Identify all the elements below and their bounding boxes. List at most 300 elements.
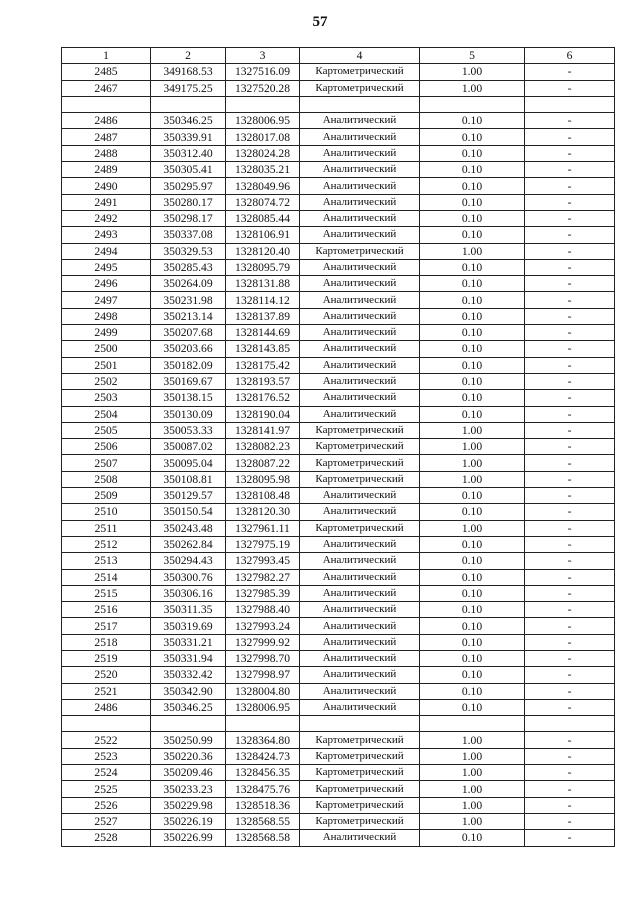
table-row <box>62 406 615 422</box>
y-coordinate-cell: 1328144.69 <box>226 325 300 341</box>
method-cell: Аналитический <box>300 194 420 210</box>
point-number-cell: 2487 <box>62 129 151 145</box>
y-coordinate-cell: 1328114.12 <box>226 292 300 308</box>
accuracy-cell: 0.10 <box>420 162 525 178</box>
accuracy-cell: 0.10 <box>420 210 525 226</box>
method-cell: Картометрический <box>300 471 420 487</box>
method-cell: Аналитический <box>300 699 420 715</box>
method-cell: Картометрический <box>300 422 420 438</box>
accuracy-cell: 0.10 <box>420 683 525 699</box>
x-coordinate-cell: 350138.15 <box>151 390 226 406</box>
x-coordinate-cell: 350331.21 <box>151 634 226 650</box>
method-cell: Аналитический <box>300 390 420 406</box>
table-row <box>62 520 615 536</box>
accuracy-cell: 0.10 <box>420 227 525 243</box>
accuracy-cell: 0.10 <box>420 341 525 357</box>
x-coordinate-cell: 350298.17 <box>151 210 226 226</box>
x-coordinate-cell <box>151 716 226 732</box>
table-row <box>62 650 615 666</box>
table-header-row <box>62 48 615 64</box>
method-cell: Картометрический <box>300 732 420 748</box>
note-cell: - <box>525 602 615 618</box>
x-coordinate-cell: 350169.67 <box>151 373 226 389</box>
note-cell: - <box>525 373 615 389</box>
y-coordinate-cell: 1328131.88 <box>226 276 300 292</box>
point-number-cell: 2527 <box>62 813 151 829</box>
column-header: 2 <box>151 48 226 64</box>
point-number-cell: 2504 <box>62 406 151 422</box>
accuracy-cell: 0.10 <box>420 357 525 373</box>
y-coordinate-cell: 1328424.73 <box>226 748 300 764</box>
table-row <box>62 536 615 552</box>
note-cell: - <box>525 406 615 422</box>
x-coordinate-cell: 350311.35 <box>151 602 226 618</box>
table-row <box>62 178 615 194</box>
table-row <box>62 194 615 210</box>
point-number-cell: 2520 <box>62 667 151 683</box>
y-coordinate-cell: 1327998.70 <box>226 650 300 666</box>
table-row <box>62 292 615 308</box>
point-number-cell: 2508 <box>62 471 151 487</box>
y-coordinate-cell: 1328106.91 <box>226 227 300 243</box>
method-cell: Аналитический <box>300 162 420 178</box>
y-coordinate-cell: 1328120.30 <box>226 504 300 520</box>
table-row <box>62 243 615 259</box>
x-coordinate-cell: 350285.43 <box>151 259 226 275</box>
accuracy-cell: 0.10 <box>420 634 525 650</box>
note-cell: - <box>525 341 615 357</box>
method-cell: Картометрический <box>300 813 420 829</box>
accuracy-cell: 1.00 <box>420 732 525 748</box>
accuracy-cell: 0.10 <box>420 830 525 846</box>
table-row <box>62 732 615 748</box>
accuracy-cell: 0.10 <box>420 113 525 129</box>
column-header: 1 <box>62 48 151 64</box>
accuracy-cell: 0.10 <box>420 618 525 634</box>
y-coordinate-cell: 1328006.95 <box>226 113 300 129</box>
note-cell: - <box>525 732 615 748</box>
point-number-cell: 2494 <box>62 243 151 259</box>
y-coordinate-cell: 1328006.95 <box>226 699 300 715</box>
note-cell: - <box>525 243 615 259</box>
y-coordinate-cell: 1328568.55 <box>226 813 300 829</box>
y-coordinate-cell: 1328017.08 <box>226 129 300 145</box>
table-row <box>62 667 615 683</box>
x-coordinate-cell: 350213.14 <box>151 308 226 324</box>
y-coordinate-cell: 1328049.96 <box>226 178 300 194</box>
point-number-cell: 2503 <box>62 390 151 406</box>
table-row <box>62 357 615 373</box>
x-coordinate-cell: 350129.57 <box>151 488 226 504</box>
y-coordinate-cell: 1328004.80 <box>226 683 300 699</box>
y-coordinate-cell: 1327993.45 <box>226 553 300 569</box>
note-cell: - <box>525 194 615 210</box>
note-cell: - <box>525 129 615 145</box>
method-cell: Аналитический <box>300 210 420 226</box>
y-coordinate-cell: 1327961.11 <box>226 520 300 536</box>
accuracy-cell: 0.10 <box>420 602 525 618</box>
x-coordinate-cell: 350209.46 <box>151 765 226 781</box>
table-row <box>62 585 615 601</box>
table-row <box>62 830 615 846</box>
note-cell: - <box>525 145 615 161</box>
point-number-cell: 2488 <box>62 145 151 161</box>
note-cell: - <box>525 210 615 226</box>
note-cell: - <box>525 765 615 781</box>
accuracy-cell: 1.00 <box>420 781 525 797</box>
note-cell: - <box>525 325 615 341</box>
point-number-cell: 2500 <box>62 341 151 357</box>
coordinates-table <box>61 47 615 847</box>
table-row <box>62 439 615 455</box>
method-cell: Картометрический <box>300 781 420 797</box>
method-cell: Аналитический <box>300 488 420 504</box>
method-cell <box>300 96 420 112</box>
x-coordinate-cell: 350250.99 <box>151 732 226 748</box>
y-coordinate-cell: 1327999.92 <box>226 634 300 650</box>
point-number-cell: 2496 <box>62 276 151 292</box>
column-header: 6 <box>525 48 615 64</box>
point-number-cell: 2486 <box>62 699 151 715</box>
point-number-cell: 2491 <box>62 194 151 210</box>
x-coordinate-cell: 350339.91 <box>151 129 226 145</box>
accuracy-cell: 0.10 <box>420 569 525 585</box>
method-cell: Аналитический <box>300 406 420 422</box>
method-cell: Аналитический <box>300 145 420 161</box>
x-coordinate-cell: 350262.84 <box>151 536 226 552</box>
y-coordinate-cell: 1328175.42 <box>226 357 300 373</box>
x-coordinate-cell <box>151 96 226 112</box>
method-cell: Аналитический <box>300 292 420 308</box>
accuracy-cell: 0.10 <box>420 308 525 324</box>
method-cell: Аналитический <box>300 504 420 520</box>
point-number-cell: 2495 <box>62 259 151 275</box>
point-number-cell: 2501 <box>62 357 151 373</box>
method-cell: Аналитический <box>300 227 420 243</box>
accuracy-cell: 1.00 <box>420 471 525 487</box>
table-row <box>62 210 615 226</box>
accuracy-cell: 0.10 <box>420 129 525 145</box>
accuracy-cell: 0.10 <box>420 373 525 389</box>
note-cell: - <box>525 80 615 96</box>
point-number-cell: 2528 <box>62 830 151 846</box>
accuracy-cell: 0.10 <box>420 194 525 210</box>
point-number-cell: 2522 <box>62 732 151 748</box>
x-coordinate-cell: 350346.25 <box>151 699 226 715</box>
x-coordinate-cell: 350306.16 <box>151 585 226 601</box>
accuracy-cell: 0.10 <box>420 504 525 520</box>
accuracy-cell: 0.10 <box>420 178 525 194</box>
note-cell: - <box>525 455 615 471</box>
x-coordinate-cell: 350226.99 <box>151 830 226 846</box>
point-number-cell: 2517 <box>62 618 151 634</box>
method-cell: Аналитический <box>300 830 420 846</box>
note-cell: - <box>525 178 615 194</box>
accuracy-cell: 0.10 <box>420 536 525 552</box>
point-number-cell: 2514 <box>62 569 151 585</box>
point-number-cell: 2512 <box>62 536 151 552</box>
accuracy-cell: 1.00 <box>420 455 525 471</box>
accuracy-cell: 0.10 <box>420 553 525 569</box>
y-coordinate-cell: 1328475.76 <box>226 781 300 797</box>
method-cell: Аналитический <box>300 667 420 683</box>
accuracy-cell: 1.00 <box>420 765 525 781</box>
method-cell: Картометрический <box>300 439 420 455</box>
table-row <box>62 569 615 585</box>
y-coordinate-cell: 1328082.23 <box>226 439 300 455</box>
method-cell: Картометрический <box>300 455 420 471</box>
note-cell: - <box>525 439 615 455</box>
point-number-cell: 2502 <box>62 373 151 389</box>
method-cell: Аналитический <box>300 325 420 341</box>
method-cell: Картометрический <box>300 80 420 96</box>
method-cell: Аналитический <box>300 113 420 129</box>
column-header: 5 <box>420 48 525 64</box>
y-coordinate-cell: 1328141.97 <box>226 422 300 438</box>
accuracy-cell: 0.10 <box>420 276 525 292</box>
table-separator-row <box>62 716 615 732</box>
accuracy-cell: 1.00 <box>420 64 525 80</box>
accuracy-cell: 0.10 <box>420 145 525 161</box>
note-cell: - <box>525 308 615 324</box>
x-coordinate-cell: 349168.53 <box>151 64 226 80</box>
y-coordinate-cell <box>226 716 300 732</box>
method-cell: Аналитический <box>300 634 420 650</box>
table-row <box>62 227 615 243</box>
table-row <box>62 113 615 129</box>
x-coordinate-cell: 350346.25 <box>151 113 226 129</box>
x-coordinate-cell: 350300.76 <box>151 569 226 585</box>
point-number-cell: 2490 <box>62 178 151 194</box>
table-row <box>62 129 615 145</box>
table-row <box>62 390 615 406</box>
y-coordinate-cell: 1328193.57 <box>226 373 300 389</box>
y-coordinate-cell: 1327998.97 <box>226 667 300 683</box>
y-coordinate-cell: 1327975.19 <box>226 536 300 552</box>
x-coordinate-cell: 350203.66 <box>151 341 226 357</box>
y-coordinate-cell: 1328568.58 <box>226 830 300 846</box>
method-cell: Аналитический <box>300 259 420 275</box>
y-coordinate-cell: 1328095.79 <box>226 259 300 275</box>
table-row <box>62 765 615 781</box>
x-coordinate-cell: 350182.09 <box>151 357 226 373</box>
table-row <box>62 276 615 292</box>
accuracy-cell: 0.10 <box>420 585 525 601</box>
table-row <box>62 488 615 504</box>
x-coordinate-cell: 350226.19 <box>151 813 226 829</box>
x-coordinate-cell: 350087.02 <box>151 439 226 455</box>
point-number-cell: 2519 <box>62 650 151 666</box>
method-cell: Аналитический <box>300 308 420 324</box>
method-cell: Аналитический <box>300 178 420 194</box>
x-coordinate-cell: 350229.98 <box>151 797 226 813</box>
y-coordinate-cell: 1328518.36 <box>226 797 300 813</box>
y-coordinate-cell: 1328074.72 <box>226 194 300 210</box>
point-number-cell: 2489 <box>62 162 151 178</box>
y-coordinate-cell: 1328095.98 <box>226 471 300 487</box>
table-row <box>62 683 615 699</box>
note-cell: - <box>525 553 615 569</box>
point-number-cell: 2485 <box>62 64 151 80</box>
y-coordinate-cell: 1328143.85 <box>226 341 300 357</box>
point-number-cell: 2493 <box>62 227 151 243</box>
x-coordinate-cell: 350337.08 <box>151 227 226 243</box>
point-number-cell: 2513 <box>62 553 151 569</box>
x-coordinate-cell: 350294.43 <box>151 553 226 569</box>
table-row <box>62 80 615 96</box>
accuracy-cell: 0.10 <box>420 667 525 683</box>
method-cell: Аналитический <box>300 585 420 601</box>
x-coordinate-cell: 350264.09 <box>151 276 226 292</box>
x-coordinate-cell: 350312.40 <box>151 145 226 161</box>
table-row <box>62 259 615 275</box>
accuracy-cell: 1.00 <box>420 797 525 813</box>
accuracy-cell: 0.10 <box>420 390 525 406</box>
method-cell: Аналитический <box>300 602 420 618</box>
table-row <box>62 162 615 178</box>
method-cell: Аналитический <box>300 569 420 585</box>
point-number-cell: 2511 <box>62 520 151 536</box>
y-coordinate-cell: 1328108.48 <box>226 488 300 504</box>
note-cell: - <box>525 667 615 683</box>
method-cell: Аналитический <box>300 357 420 373</box>
point-number-cell: 2515 <box>62 585 151 601</box>
point-number-cell <box>62 716 151 732</box>
point-number-cell: 2525 <box>62 781 151 797</box>
y-coordinate-cell: 1328190.04 <box>226 406 300 422</box>
note-cell <box>525 96 615 112</box>
x-coordinate-cell: 350319.69 <box>151 618 226 634</box>
point-number-cell: 2509 <box>62 488 151 504</box>
note-cell: - <box>525 699 615 715</box>
accuracy-cell: 0.10 <box>420 699 525 715</box>
note-cell <box>525 716 615 732</box>
y-coordinate-cell: 1328120.40 <box>226 243 300 259</box>
method-cell: Аналитический <box>300 618 420 634</box>
accuracy-cell: 0.10 <box>420 406 525 422</box>
point-number-cell <box>62 96 151 112</box>
point-number-cell: 2507 <box>62 455 151 471</box>
note-cell: - <box>525 64 615 80</box>
table-row <box>62 553 615 569</box>
method-cell: Аналитический <box>300 276 420 292</box>
x-coordinate-cell: 350332.42 <box>151 667 226 683</box>
accuracy-cell: 1.00 <box>420 439 525 455</box>
x-coordinate-cell: 350329.53 <box>151 243 226 259</box>
x-coordinate-cell: 350305.41 <box>151 162 226 178</box>
note-cell: - <box>525 781 615 797</box>
method-cell: Картометрический <box>300 64 420 80</box>
table-row <box>62 145 615 161</box>
method-cell: Картометрический <box>300 520 420 536</box>
y-coordinate-cell: 1328087.22 <box>226 455 300 471</box>
accuracy-cell: 1.00 <box>420 422 525 438</box>
note-cell: - <box>525 488 615 504</box>
point-number-cell: 2518 <box>62 634 151 650</box>
point-number-cell: 2467 <box>62 80 151 96</box>
note-cell: - <box>525 830 615 846</box>
table-row <box>62 781 615 797</box>
point-number-cell: 2526 <box>62 797 151 813</box>
note-cell: - <box>525 536 615 552</box>
point-number-cell: 2523 <box>62 748 151 764</box>
accuracy-cell <box>420 716 525 732</box>
method-cell: Аналитический <box>300 683 420 699</box>
x-coordinate-cell: 350150.54 <box>151 504 226 520</box>
x-coordinate-cell: 350207.68 <box>151 325 226 341</box>
y-coordinate-cell: 1328137.89 <box>226 308 300 324</box>
table-body <box>62 48 615 847</box>
accuracy-cell: 1.00 <box>420 80 525 96</box>
note-cell: - <box>525 390 615 406</box>
table-row <box>62 308 615 324</box>
note-cell: - <box>525 504 615 520</box>
table-row <box>62 341 615 357</box>
note-cell: - <box>525 520 615 536</box>
table-row <box>62 373 615 389</box>
x-coordinate-cell: 350130.09 <box>151 406 226 422</box>
y-coordinate-cell: 1328456.35 <box>226 765 300 781</box>
table-row <box>62 422 615 438</box>
table-row <box>62 813 615 829</box>
table-row <box>62 748 615 764</box>
accuracy-cell: 0.10 <box>420 292 525 308</box>
note-cell: - <box>525 634 615 650</box>
y-coordinate-cell: 1328085.44 <box>226 210 300 226</box>
column-header: 3 <box>226 48 300 64</box>
y-coordinate-cell: 1328364.80 <box>226 732 300 748</box>
note-cell: - <box>525 569 615 585</box>
column-header: 4 <box>300 48 420 64</box>
note-cell: - <box>525 113 615 129</box>
method-cell: Аналитический <box>300 341 420 357</box>
x-coordinate-cell: 350295.97 <box>151 178 226 194</box>
note-cell: - <box>525 227 615 243</box>
method-cell: Аналитический <box>300 553 420 569</box>
point-number-cell: 2486 <box>62 113 151 129</box>
point-number-cell: 2506 <box>62 439 151 455</box>
note-cell: - <box>525 618 615 634</box>
method-cell <box>300 716 420 732</box>
table-row <box>62 602 615 618</box>
x-coordinate-cell: 350108.81 <box>151 471 226 487</box>
table-separator-row <box>62 96 615 112</box>
table-row <box>62 634 615 650</box>
accuracy-cell: 0.10 <box>420 650 525 666</box>
note-cell: - <box>525 162 615 178</box>
note-cell: - <box>525 683 615 699</box>
x-coordinate-cell: 350280.17 <box>151 194 226 210</box>
x-coordinate-cell: 350220.36 <box>151 748 226 764</box>
point-number-cell: 2524 <box>62 765 151 781</box>
x-coordinate-cell: 350331.94 <box>151 650 226 666</box>
point-number-cell: 2521 <box>62 683 151 699</box>
x-coordinate-cell: 350095.04 <box>151 455 226 471</box>
note-cell: - <box>525 276 615 292</box>
y-coordinate-cell: 1328035.21 <box>226 162 300 178</box>
point-number-cell: 2492 <box>62 210 151 226</box>
note-cell: - <box>525 357 615 373</box>
x-coordinate-cell: 350053.33 <box>151 422 226 438</box>
note-cell: - <box>525 422 615 438</box>
accuracy-cell: 1.00 <box>420 813 525 829</box>
point-number-cell: 2499 <box>62 325 151 341</box>
point-number-cell: 2497 <box>62 292 151 308</box>
method-cell: Аналитический <box>300 129 420 145</box>
y-coordinate-cell <box>226 96 300 112</box>
table-row <box>62 455 615 471</box>
accuracy-cell: 0.10 <box>420 325 525 341</box>
